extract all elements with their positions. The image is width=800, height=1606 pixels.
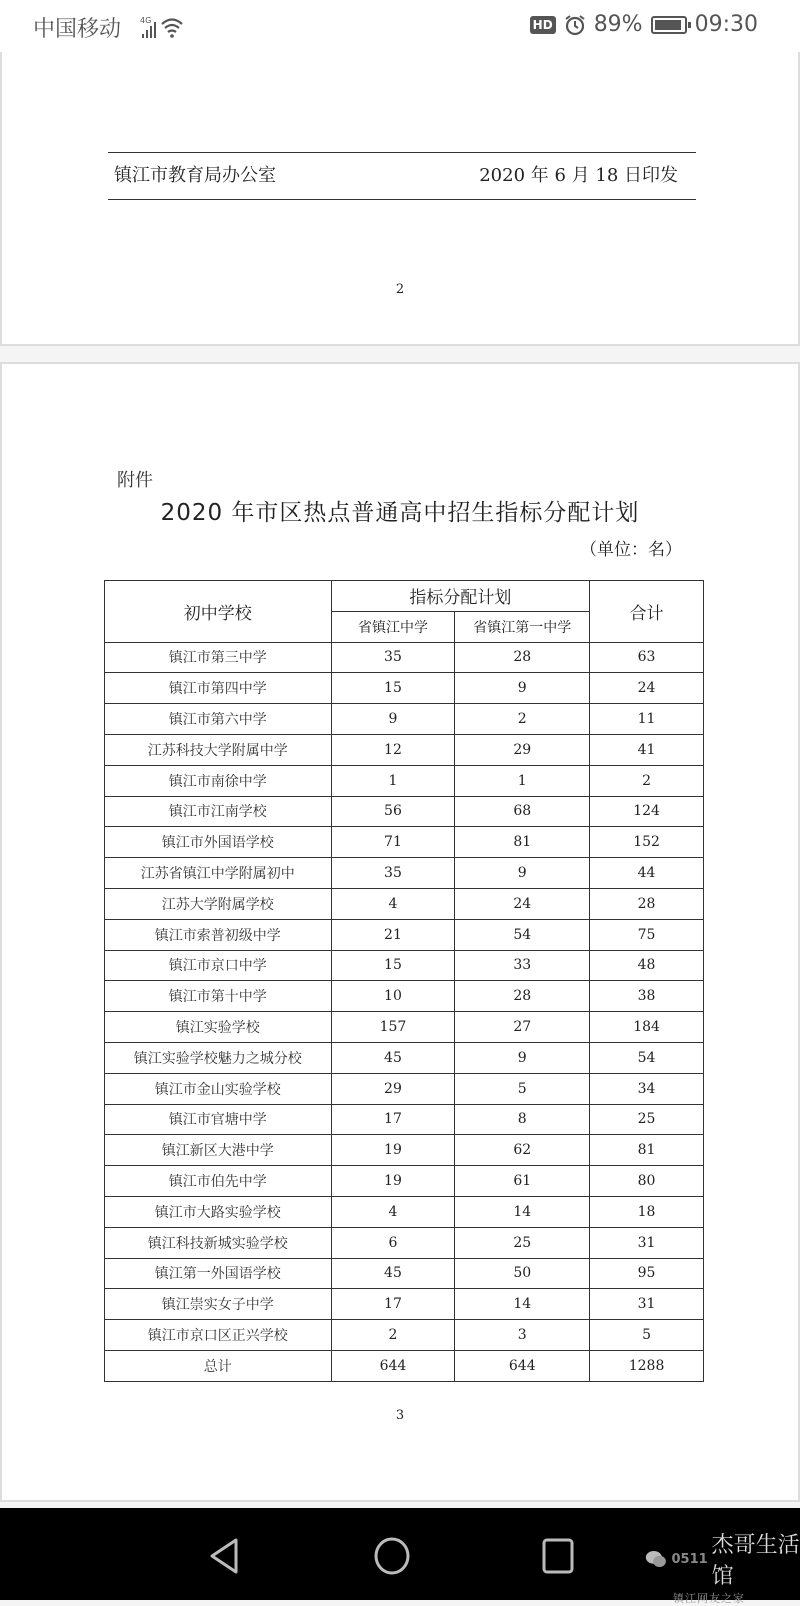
table-row (105, 1135, 704, 1166)
header-school: 初中学校 (105, 581, 332, 643)
total-cell: 152 (590, 827, 704, 858)
school-cell: 镇江市大路实验学校 (105, 1196, 332, 1227)
school-cell: 镇江市第六中学 (105, 704, 332, 735)
total-cell: 18 (590, 1196, 704, 1227)
school-cell: 镇江新区大港中学 (105, 1135, 332, 1166)
col-b-cell: 54 (455, 919, 590, 950)
col-a-cell: 35 (331, 642, 455, 673)
issue-date: 2020 年 6 月 18 日印发 (479, 165, 678, 186)
school-cell: 镇江市外国语学校 (105, 827, 332, 858)
col-a-cell: 17 (331, 1104, 455, 1135)
sum-label: 总计 (105, 1350, 332, 1381)
school-cell: 镇江市南徐中学 (105, 765, 332, 796)
col-b-cell: 33 (455, 950, 590, 981)
document-title: 2020 年市区热点普通高中招生指标分配计划 (160, 500, 640, 526)
school-cell: 镇江市京口区正兴学校 (105, 1320, 332, 1351)
header-plan: 指标分配计划 (331, 581, 590, 612)
col-b-cell: 5 (455, 1073, 590, 1104)
status-bar (0, 0, 800, 52)
page-number-3: 3 (395, 1408, 405, 1423)
col-a-cell: 4 (331, 888, 455, 919)
battery-percent: 89% (593, 12, 643, 37)
table-header-row (105, 581, 704, 612)
col-b-cell: 27 (455, 1012, 590, 1043)
table-row (105, 1073, 704, 1104)
total-cell: 5 (590, 1320, 704, 1351)
total-cell: 34 (590, 1073, 704, 1104)
back-icon[interactable] (206, 1536, 242, 1576)
total-cell: 95 (590, 1258, 704, 1289)
table-row (105, 1289, 704, 1320)
col-b-cell: 14 (455, 1196, 590, 1227)
col-b-cell: 28 (455, 642, 590, 673)
total-cell: 63 (590, 642, 704, 673)
col-b-cell: 28 (455, 981, 590, 1012)
table-row (105, 888, 704, 919)
recents-icon[interactable] (540, 1536, 576, 1576)
hd-icon: HD (530, 16, 556, 34)
table-row (105, 919, 704, 950)
clock: 09:30 (694, 12, 758, 37)
col-b-cell: 24 (455, 888, 590, 919)
table-row (105, 1012, 704, 1043)
table-row (105, 642, 704, 673)
school-cell: 镇江实验学校 (105, 1012, 332, 1043)
sum-total: 1288 (590, 1350, 704, 1381)
col-b-cell: 1 (455, 765, 590, 796)
watermark-code: 0511 (671, 1551, 708, 1567)
carrier-name: 中国移动 (33, 17, 122, 42)
col-a-cell: 35 (331, 858, 455, 889)
col-b-cell: 9 (455, 858, 590, 889)
table-row (105, 950, 704, 981)
col-a-cell: 9 (331, 704, 455, 735)
total-cell: 31 (590, 1227, 704, 1258)
network-type: 4G (140, 16, 152, 25)
school-cell: 江苏大学附属学校 (105, 888, 332, 919)
table-row (105, 1042, 704, 1073)
col-a-cell: 15 (331, 950, 455, 981)
home-icon[interactable] (372, 1536, 412, 1576)
alarm-icon (564, 14, 586, 36)
school-cell: 镇江市金山实验学校 (105, 1073, 332, 1104)
col-a-cell: 1 (331, 765, 455, 796)
table-sum-row (105, 1350, 704, 1381)
attachment-label: 附件 (117, 470, 153, 491)
table-row (105, 704, 704, 735)
col-b-cell: 9 (455, 673, 590, 704)
school-cell: 镇江市索普初级中学 (105, 919, 332, 950)
table-row (105, 1258, 704, 1289)
school-cell: 镇江崇实女子中学 (105, 1289, 332, 1320)
header-col-a: 省镇江中学 (331, 611, 455, 642)
total-cell: 54 (590, 1042, 704, 1073)
table-row (105, 981, 704, 1012)
issuer-name: 镇江市教育局办公室 (114, 165, 276, 186)
col-b-cell: 81 (455, 827, 590, 858)
col-a-cell: 2 (331, 1320, 455, 1351)
total-cell: 11 (590, 704, 704, 735)
table-row (105, 1166, 704, 1197)
col-b-cell: 62 (455, 1135, 590, 1166)
school-cell: 镇江市京口中学 (105, 950, 332, 981)
school-cell: 镇江市官塘中学 (105, 1104, 332, 1135)
total-cell: 2 (590, 765, 704, 796)
col-b-cell: 29 (455, 734, 590, 765)
total-cell: 28 (590, 888, 704, 919)
total-cell: 38 (590, 981, 704, 1012)
total-cell: 31 (590, 1289, 704, 1320)
col-b-cell: 68 (455, 796, 590, 827)
table-row (105, 858, 704, 889)
unit-label: （单位：名） (580, 540, 682, 560)
school-cell: 江苏省镇江中学附属初中 (105, 858, 332, 889)
school-cell: 镇江市第四中学 (105, 673, 332, 704)
col-a-cell: 157 (331, 1012, 455, 1043)
school-cell: 镇江第一外国语学校 (105, 1258, 332, 1289)
battery-icon (651, 16, 687, 34)
col-b-cell: 3 (455, 1320, 590, 1351)
sum-col-b: 644 (455, 1350, 590, 1381)
watermark-sub: 镇江网友之家 (673, 1592, 745, 1605)
col-a-cell: 10 (331, 981, 455, 1012)
table-row (105, 1320, 704, 1351)
watermark (645, 1528, 800, 1606)
col-a-cell: 19 (331, 1166, 455, 1197)
table-row (105, 827, 704, 858)
col-b-cell: 2 (455, 704, 590, 735)
col-a-cell: 29 (331, 1073, 455, 1104)
total-cell: 44 (590, 858, 704, 889)
school-cell: 镇江市江南学校 (105, 796, 332, 827)
total-cell: 41 (590, 734, 704, 765)
status-right (530, 12, 758, 37)
col-a-cell: 45 (331, 1258, 455, 1289)
total-cell: 24 (590, 673, 704, 704)
header-total: 合计 (590, 581, 704, 643)
total-cell: 184 (590, 1012, 704, 1043)
col-a-cell: 4 (331, 1196, 455, 1227)
col-b-cell: 8 (455, 1104, 590, 1135)
wechat-logo-icon (645, 1547, 667, 1571)
school-cell: 镇江市第三中学 (105, 642, 332, 673)
col-a-cell: 19 (331, 1135, 455, 1166)
table-row (105, 673, 704, 704)
table-row (105, 796, 704, 827)
table-row (105, 1104, 704, 1135)
watermark-main: 杰哥生活馆 (711, 1533, 800, 1589)
col-b-cell: 25 (455, 1227, 590, 1258)
header-col-b: 省镇江第一中学 (455, 611, 590, 642)
col-b-cell: 14 (455, 1289, 590, 1320)
total-cell: 48 (590, 950, 704, 981)
page-number-2: 2 (395, 282, 405, 297)
col-a-cell: 56 (331, 796, 455, 827)
school-cell: 镇江实验学校魅力之城分校 (105, 1042, 332, 1073)
school-cell: 镇江市伯先中学 (105, 1166, 332, 1197)
col-a-cell: 15 (331, 673, 455, 704)
school-cell: 江苏科技大学附属中学 (105, 734, 332, 765)
school-cell: 镇江科技新城实验学校 (105, 1227, 332, 1258)
table-row (105, 765, 704, 796)
table-row (105, 1196, 704, 1227)
issuer-block (108, 152, 696, 200)
table-row (105, 734, 704, 765)
col-a-cell: 71 (331, 827, 455, 858)
col-a-cell: 12 (331, 734, 455, 765)
total-cell: 81 (590, 1135, 704, 1166)
table-row (105, 1227, 704, 1258)
col-b-cell: 50 (455, 1258, 590, 1289)
col-a-cell: 17 (331, 1289, 455, 1320)
total-cell: 25 (590, 1104, 704, 1135)
col-b-cell: 9 (455, 1042, 590, 1073)
col-b-cell: 61 (455, 1166, 590, 1197)
allocation-table (104, 580, 704, 1382)
total-cell: 75 (590, 919, 704, 950)
signal-wifi-icon (140, 14, 186, 40)
col-a-cell: 45 (331, 1042, 455, 1073)
total-cell: 124 (590, 796, 704, 827)
col-a-cell: 6 (331, 1227, 455, 1258)
sum-col-a: 644 (331, 1350, 455, 1381)
col-a-cell: 21 (331, 919, 455, 950)
total-cell: 80 (590, 1166, 704, 1197)
school-cell: 镇江市第十中学 (105, 981, 332, 1012)
